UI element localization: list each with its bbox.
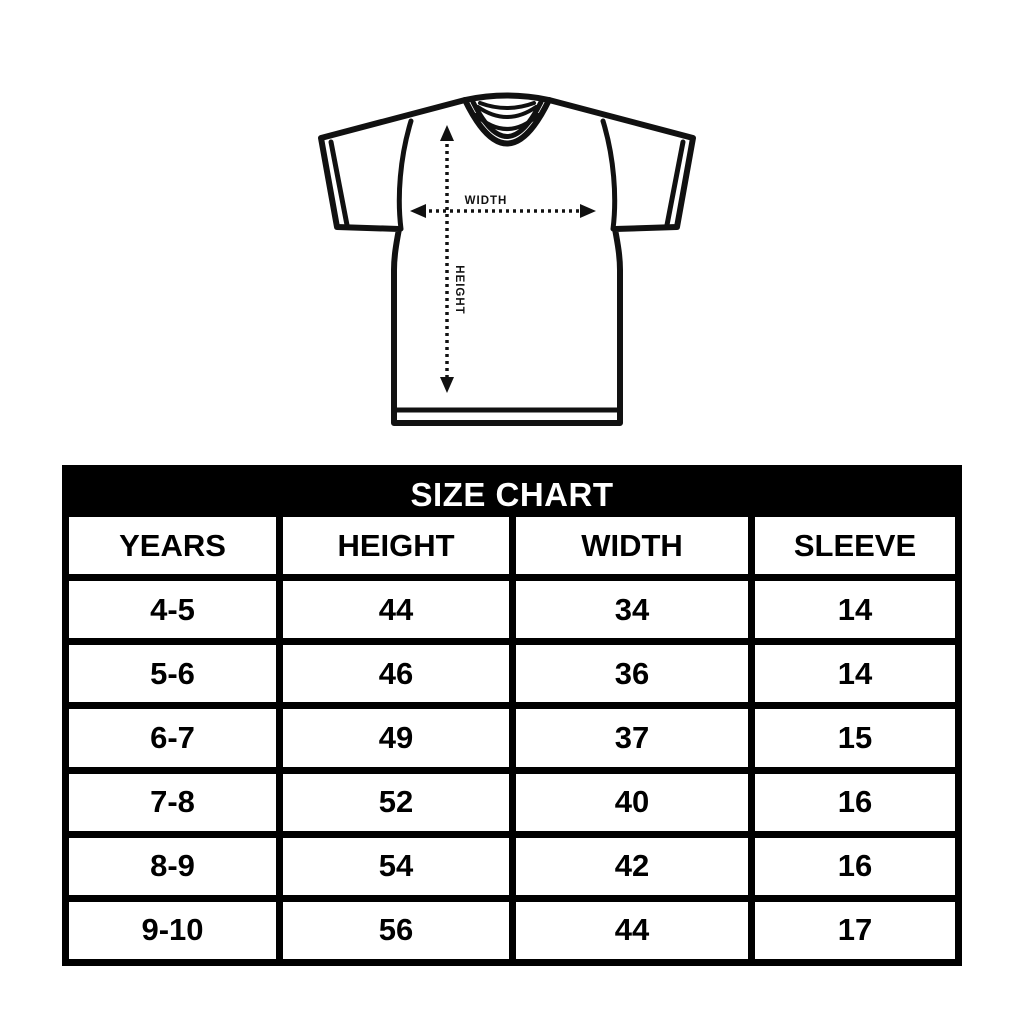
column-header-sleeve: SLEEVE xyxy=(755,517,955,574)
column-header-height: HEIGHT xyxy=(283,517,509,574)
table-cell: 6-7 xyxy=(69,709,276,766)
table-cell: 44 xyxy=(516,902,748,959)
table-cell: 36 xyxy=(516,645,748,702)
table-cell: 46 xyxy=(283,645,509,702)
table-cell: 49 xyxy=(283,709,509,766)
table-cell: 17 xyxy=(755,902,955,959)
table-cell: 40 xyxy=(516,774,748,831)
table-cell: 14 xyxy=(755,581,955,638)
table-cell: 8-9 xyxy=(69,838,276,895)
table-cell: 7-8 xyxy=(69,774,276,831)
size-chart-table xyxy=(62,465,962,966)
table-cell: 52 xyxy=(283,774,509,831)
table-title: SIZE CHART xyxy=(410,475,614,513)
table-cell: 14 xyxy=(755,645,955,702)
height-label: HEIGHT xyxy=(453,265,465,315)
tshirt-diagram xyxy=(310,85,710,430)
column-header-years: YEARS xyxy=(69,517,276,574)
table-cell: 5-6 xyxy=(69,645,276,702)
table-cell: 16 xyxy=(755,774,955,831)
table-cell: 44 xyxy=(283,581,509,638)
table-cell: 42 xyxy=(516,838,748,895)
table-cell: 9-10 xyxy=(69,902,276,959)
table-cell: 34 xyxy=(516,581,748,638)
table-cell: 56 xyxy=(283,902,509,959)
table-cell: 54 xyxy=(283,838,509,895)
table-grid xyxy=(69,517,955,959)
table-cell: 15 xyxy=(755,709,955,766)
width-label: WIDTH xyxy=(464,195,508,207)
table-cell: 16 xyxy=(755,838,955,895)
table-cell: 4-5 xyxy=(69,581,276,638)
column-header-width: WIDTH xyxy=(516,517,748,574)
table-cell: 37 xyxy=(516,709,748,766)
